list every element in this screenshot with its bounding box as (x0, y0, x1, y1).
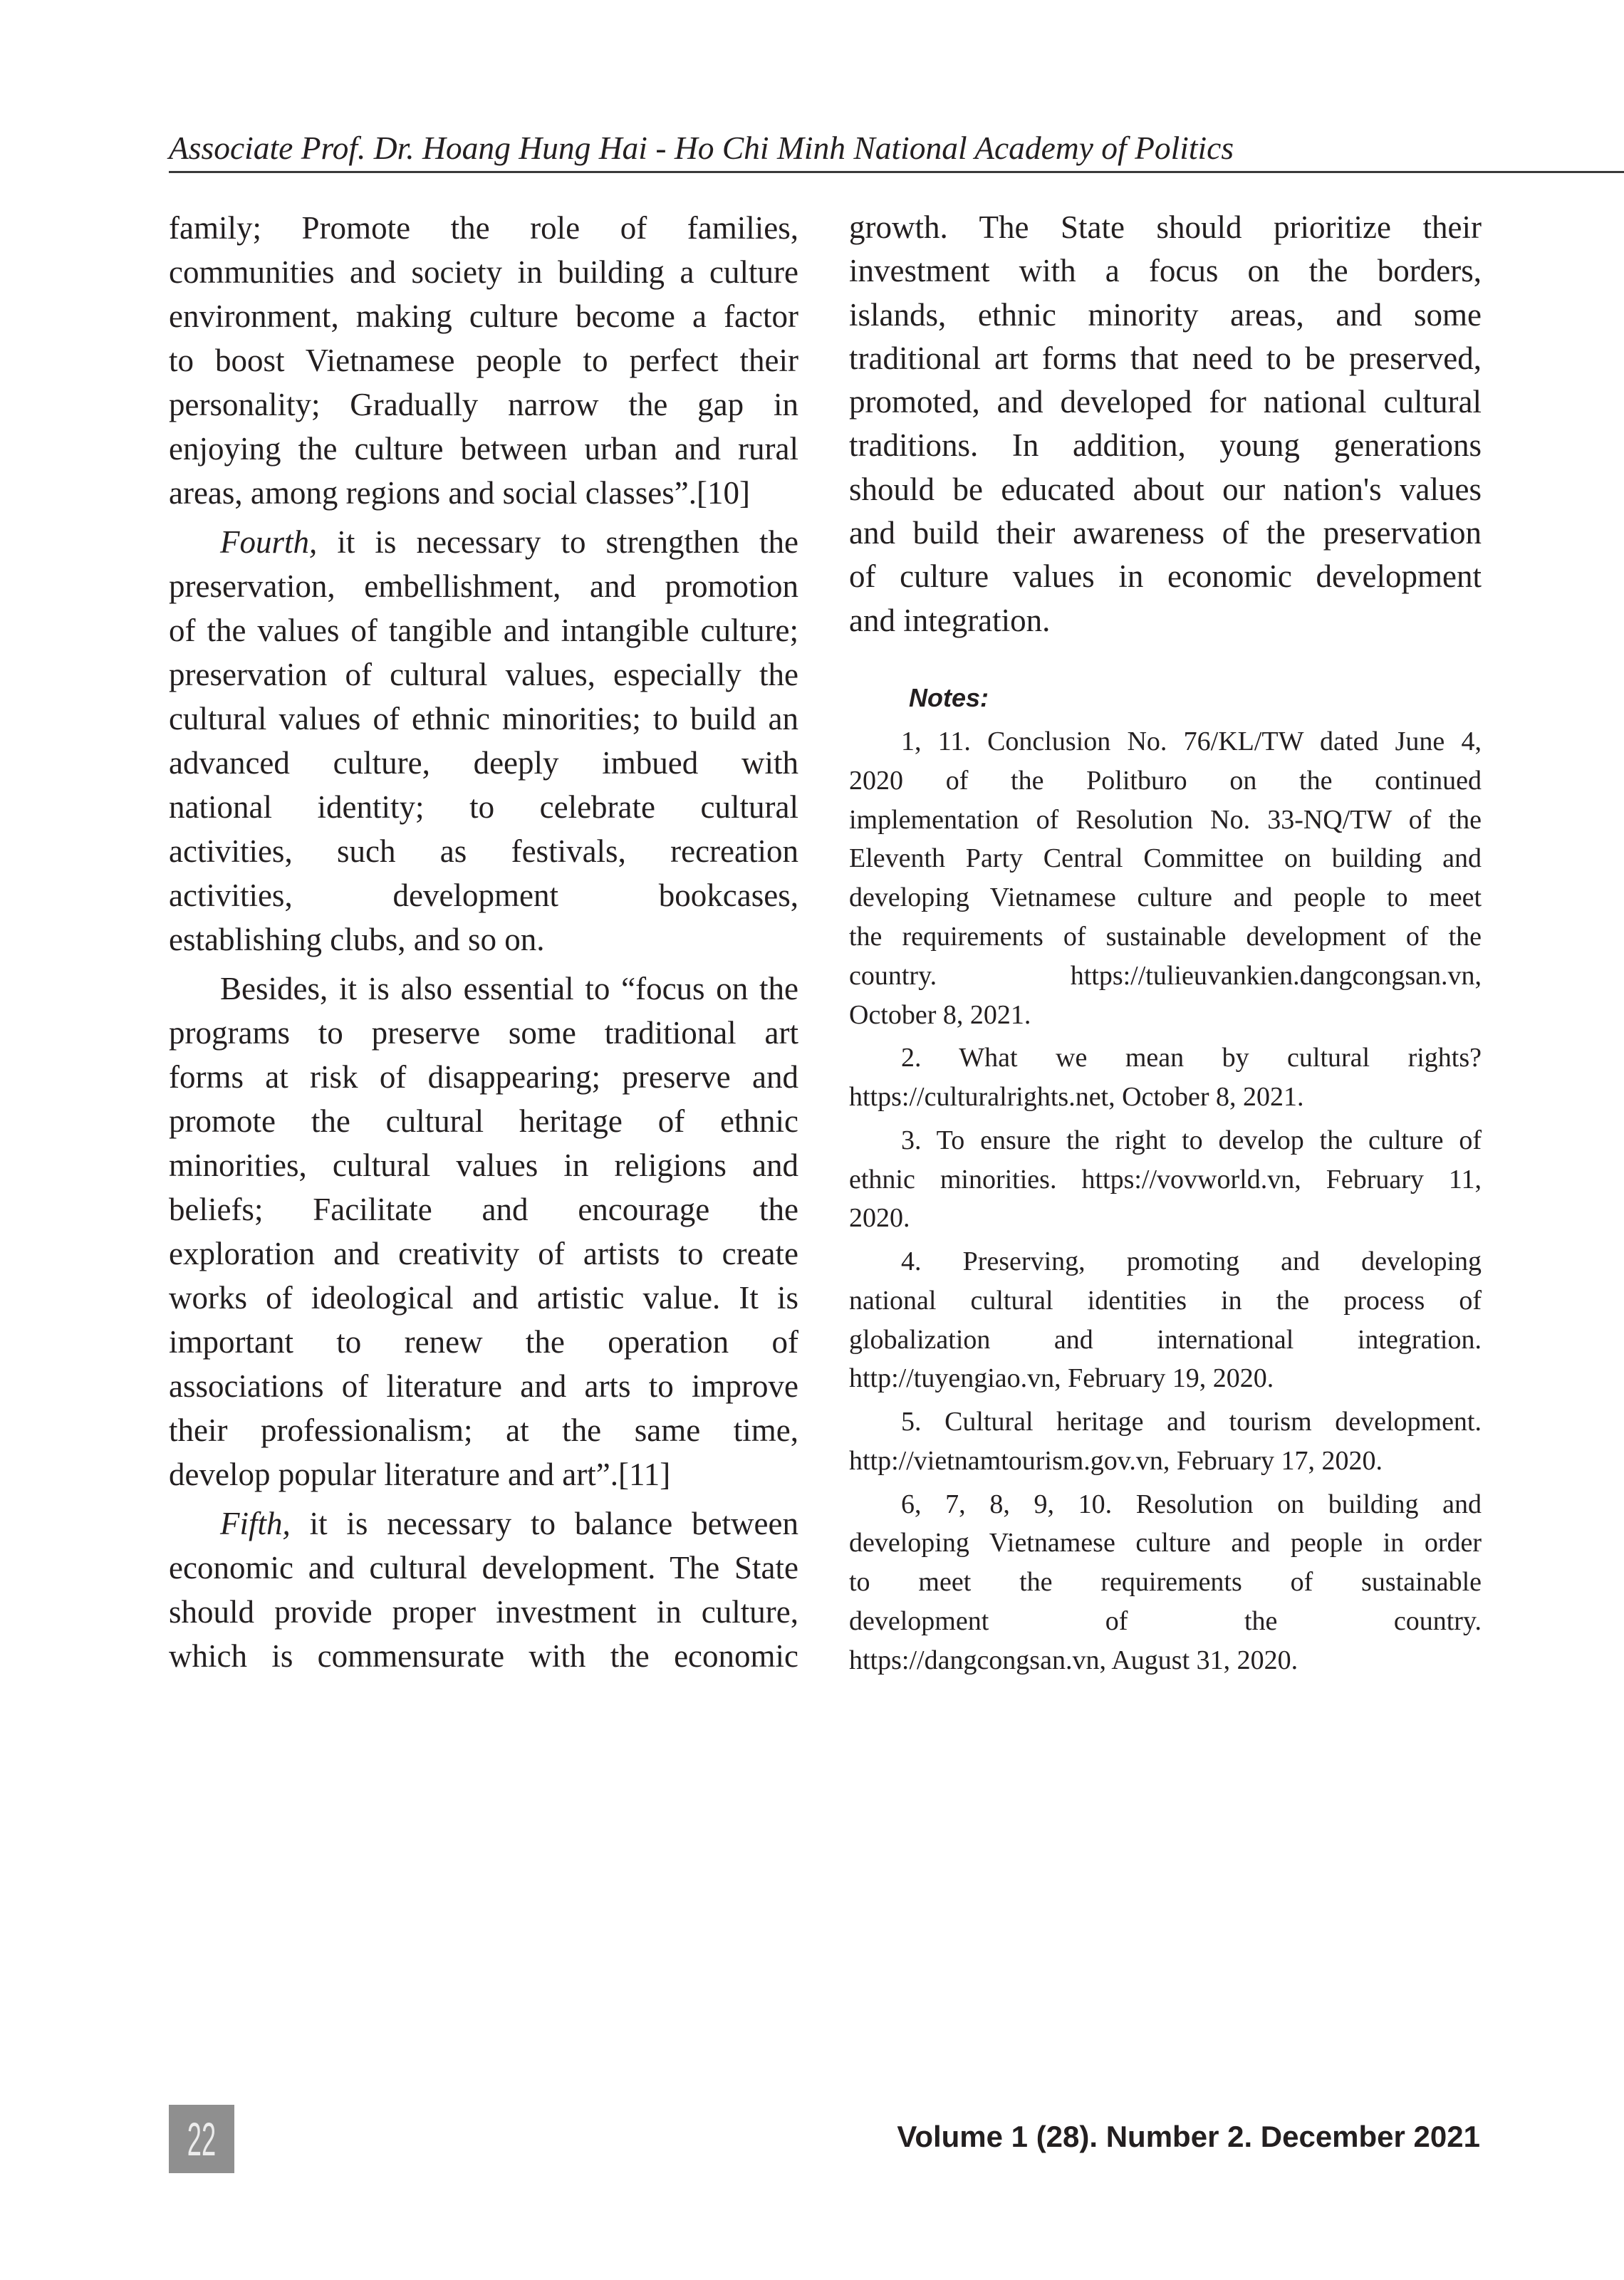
text-line: Besides, it is also essential to “focus on the (220, 971, 798, 1006)
line-text: it is necessary to balance between (309, 1506, 798, 1541)
text-line: activities, development bookcases, (169, 878, 798, 913)
lead-word: Fifth, (220, 1506, 291, 1541)
text-line: country. https://tulieuvankien.dangcongsan.vn, (849, 960, 1482, 991)
text-line: islands, ethnic minority areas, and some (849, 296, 1482, 333)
text-line: promote the cultural heritage of ethnic (169, 1103, 798, 1139)
notes-section (849, 722, 1482, 1680)
text-line: programs to preserve some traditional art (169, 1015, 798, 1051)
text-line: to boost Vietnamese people to perfect their (169, 343, 798, 378)
text-line (169, 520, 798, 564)
text-line: http://tuyengiao.vn, February 19, 2020. (849, 1363, 1274, 1394)
text-line: national cultural identities in the process of (849, 1285, 1482, 1316)
text-line: their professionalism; at the same time, (169, 1412, 798, 1448)
text-line: development of the country. (849, 1605, 1482, 1636)
note-item (849, 1039, 1482, 1117)
left-column (169, 206, 798, 1678)
text-line: establishing clubs, and so on. (169, 922, 545, 957)
text-line: traditions. In addition, young generations (849, 427, 1482, 464)
note-item (849, 1121, 1482, 1238)
text-line: works of ideological and artistic value. It is (169, 1280, 798, 1316)
text-line: family; Promote the role of families, (169, 210, 798, 246)
text-line: https://culturalrights.net, October 8, 2021. (849, 1082, 1304, 1113)
text-line: beliefs; Facilitate and encourage the (169, 1192, 798, 1227)
text-line: should be educated about our nation's values (849, 471, 1482, 507)
text-line: and build their awareness of the preservation (849, 515, 1482, 551)
text-line: 4. Preserving, promoting and developing (901, 1246, 1482, 1277)
text-line: advanced culture, deeply imbued with (169, 745, 798, 781)
text-line: promoted, and developed for national cultural (849, 384, 1482, 420)
note-item (849, 722, 1482, 1034)
text-line: important to renew the operation of (169, 1324, 798, 1360)
text-line: https://dangcongsan.vn, August 31, 2020. (849, 1645, 1298, 1675)
text-line: Eleventh Party Central Committee on building and (849, 843, 1482, 874)
text-line: to meet the requirements of sustainable (849, 1567, 1482, 1598)
page-number: 22 (187, 2113, 217, 2165)
text-line: of culture values in economic development (849, 558, 1482, 595)
paragraph (849, 206, 1482, 642)
text-line: personality; Gradually narrow the gap in (169, 387, 798, 422)
note-item (849, 1242, 1482, 1398)
text-line: and integration. (849, 602, 1051, 638)
text-line: implementation of Resolution No. 33-NQ/TW of the (849, 804, 1482, 835)
text-line: 2020 of the Politburo on the continued (849, 765, 1482, 796)
text-line: developing Vietnamese culture and people in order (849, 1528, 1482, 1558)
notes-heading: Notes: (909, 683, 989, 712)
text-line: 1, 11. Conclusion No. 76/KL/TW dated June 4, (901, 727, 1482, 756)
text-line: preservation of cultural values, especially the (169, 657, 798, 692)
header-rule (169, 171, 1624, 173)
text-line: develop popular literature and art”.[11] (169, 1457, 671, 1492)
text-line: minorities, cultural values in religions and (169, 1147, 798, 1183)
running-header: Associate Prof. Dr. Hoang Hung Hai - Ho Chi Minh National Academy of Politics (169, 130, 1234, 166)
paragraph (169, 967, 798, 1496)
text-line: growth. The State should prioritize their (849, 209, 1482, 245)
text-line: activities, such as festivals, recreation (169, 833, 798, 869)
text-line: preservation, embellishment, and promotion (169, 568, 798, 604)
text-line: October 8, 2021. (849, 999, 1031, 1030)
text-line: exploration and creativity of artists to create (169, 1236, 798, 1271)
text-line: developing Vietnamese culture and people to meet (849, 883, 1482, 913)
text-line: investment with a focus on the borders, (849, 253, 1482, 289)
text-line: should provide proper investment in culture, (169, 1594, 798, 1630)
paragraph (169, 520, 798, 962)
text-line: forms at risk of disappearing; preserve and (169, 1059, 798, 1095)
lead-word: Fourth, (220, 524, 318, 560)
text-line: 3. To ensure the right to develop the culture of (901, 1125, 1482, 1155)
line-text: it is necessary to strengthen the (337, 524, 798, 560)
text-line: environment, making culture become a factor (169, 298, 798, 334)
text-line: areas, among regions and social classes”.[10] (169, 475, 750, 511)
paragraph (169, 1501, 798, 1678)
text-line: 2020. (849, 1203, 910, 1234)
text-line: http://vietnamtourism.gov.vn, February 17, 2020. (849, 1445, 1383, 1476)
text-line: communities and society in building a culture (169, 254, 798, 290)
text-line: traditional art forms that need to be preserved, (849, 340, 1482, 376)
text-line: of the values of tangible and intangible culture; (169, 613, 798, 648)
text-line (169, 1501, 798, 1546)
note-item (849, 1485, 1482, 1680)
text-line: 2. What we mean by cultural rights? (901, 1043, 1482, 1073)
text-line: enjoying the culture between urban and rural (169, 431, 798, 467)
text-line: the requirements of sustainable development of the (849, 921, 1482, 952)
text-line: national identity; to celebrate cultural (169, 789, 798, 825)
page-number-badge (169, 2105, 234, 2173)
text-line: ethnic minorities. https://vovworld.vn, February 11, (849, 1164, 1482, 1194)
text-line: 5. Cultural heritage and tourism development. (901, 1407, 1482, 1437)
text-line: 6, 7, 8, 9, 10. Resolution on building and (901, 1489, 1482, 1519)
text-line: associations of literature and arts to improve (169, 1368, 798, 1404)
right-column (849, 206, 1482, 642)
paragraph (169, 206, 798, 515)
note-item (849, 1402, 1482, 1481)
text-line: globalization and international integration. (849, 1324, 1482, 1355)
issue-info: Volume 1 (28). Number 2. December 2021 (897, 2120, 1480, 2153)
text-line: economic and cultural development. The State (169, 1550, 798, 1586)
text-line: which is commensurate with the economic (169, 1638, 798, 1674)
text-line: cultural values of ethnic minorities; to build an (169, 701, 798, 736)
